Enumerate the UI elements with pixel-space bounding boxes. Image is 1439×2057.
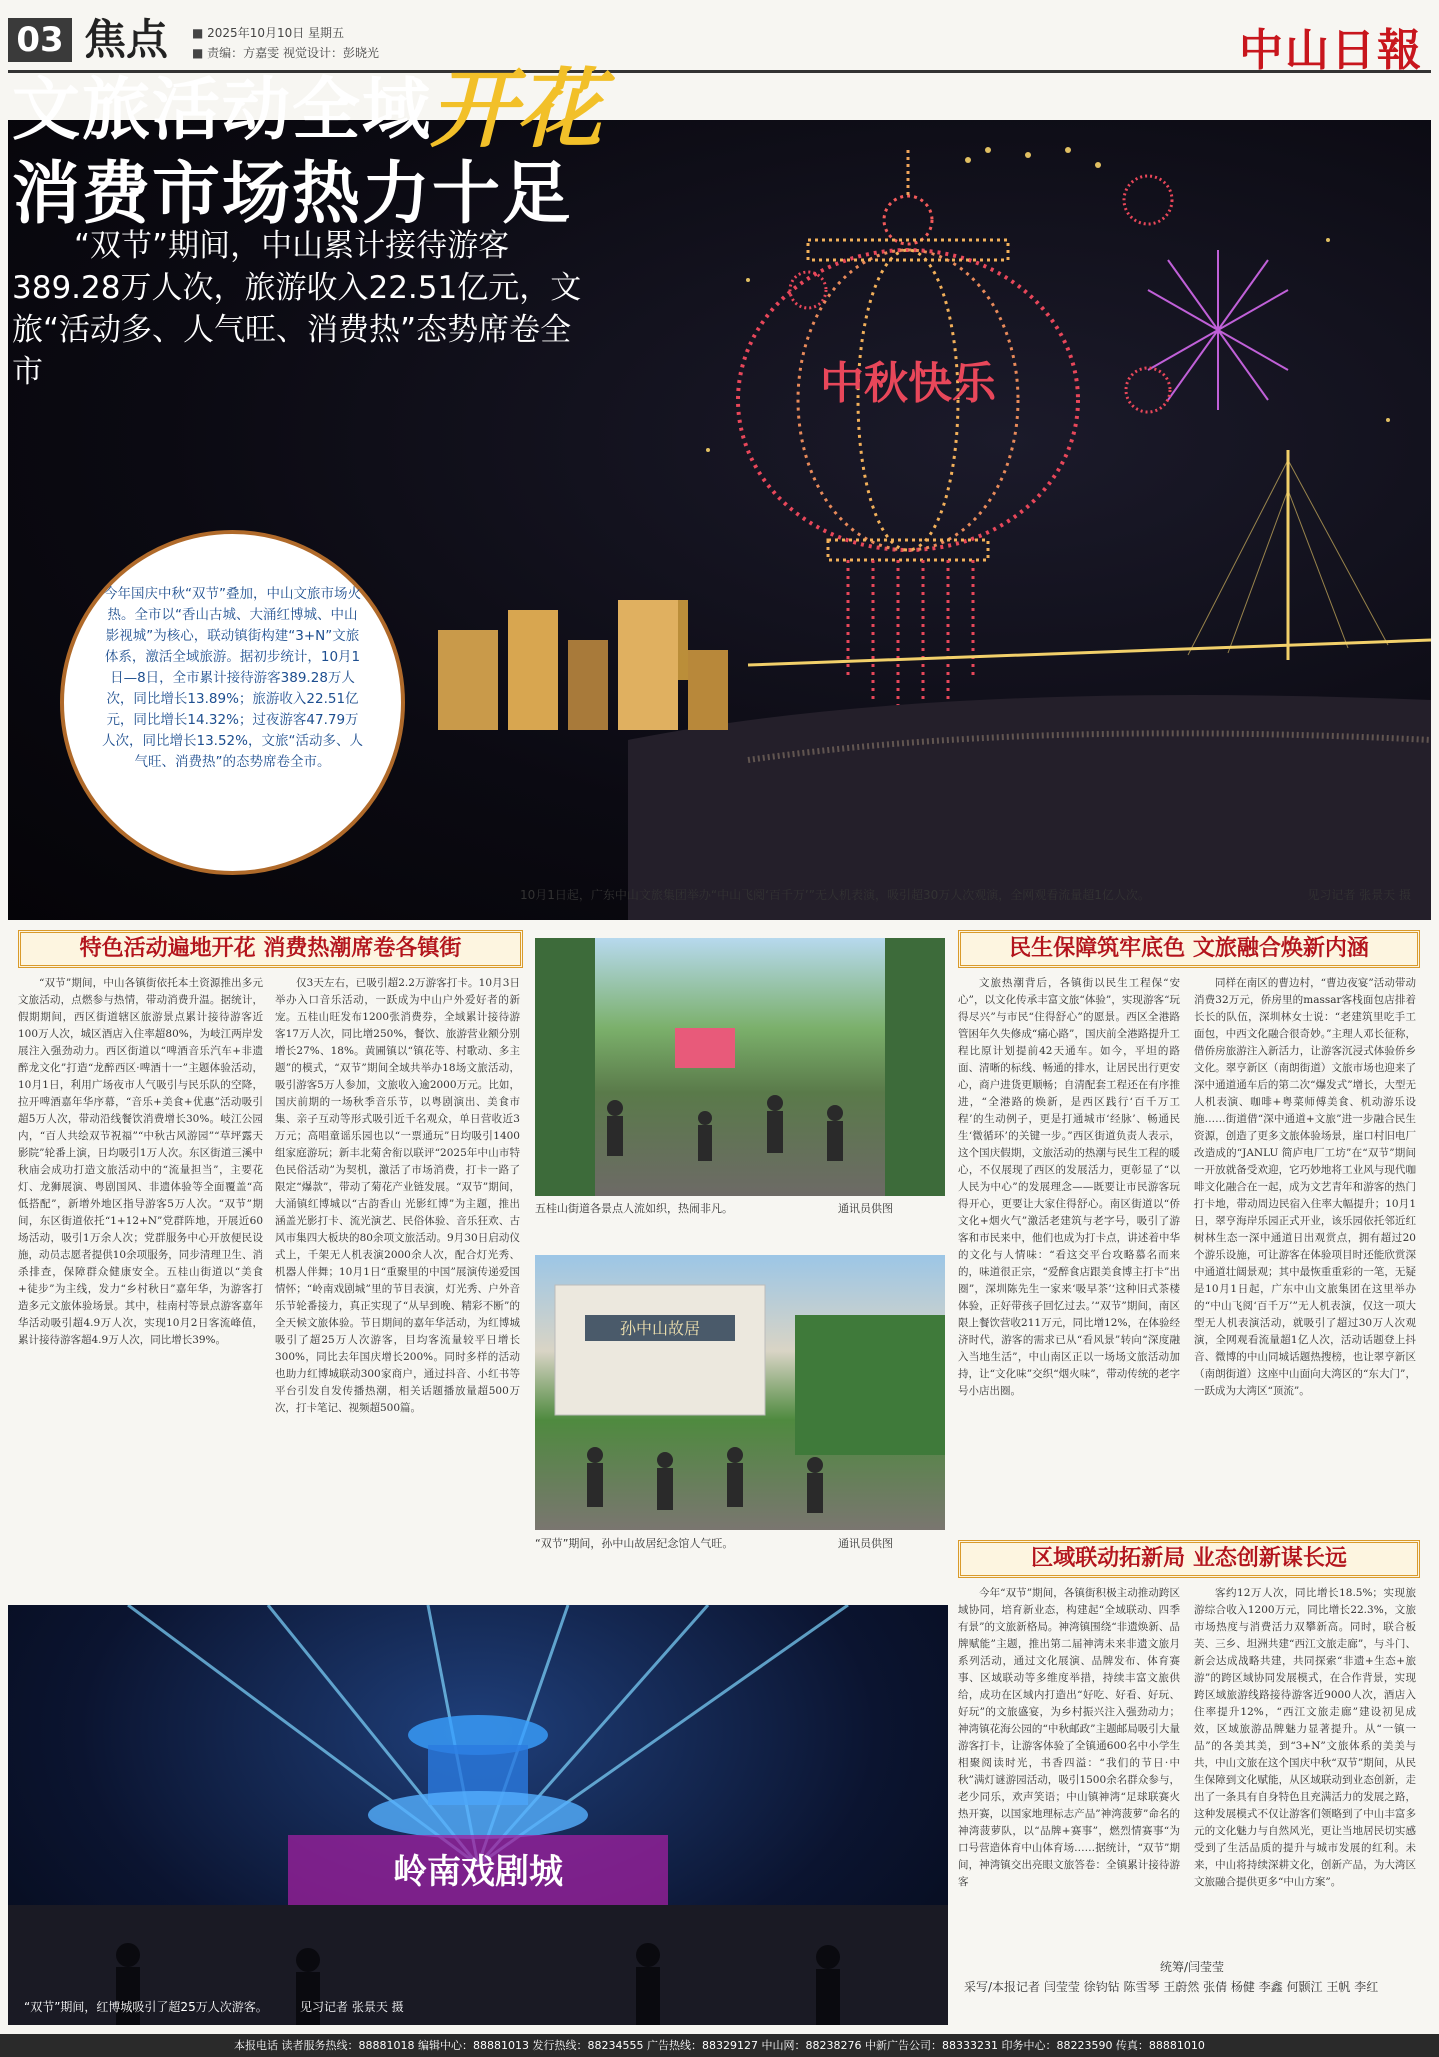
page-editors: ■ 责编：方嘉雯 视觉设计：彭晓光 bbox=[192, 46, 379, 60]
article-column: 客约12万人次，同比增长18.5%；实现旅游综合收入1200万元，同比增长22.3%，文旅市场热度与消费活力双攀新高。同时，联合板芙、三乡、坦洲共建“西江文旅走廊”，与斗门、新会达成战略共建，共同探索“非遗+生态+旅游”的跨区域协同发展模式，在合作背景，实现跨区域旅游线路接待游客近9000人次，酒店入住率提升12%，“西江文旅走廊”建设初见成效，区域旅游品牌魅力显著提升。从“一镇一品”的各美其美，到“3+N”文旅体系的美美与共，中山文旅在这个国庆中秋“双节”期间，从民生保障到文化赋能，从区域联动到业态创新，走出了一条具有自身特色且充满活力的发展之路，这种发展模式不仅让游客们领略到了中山丰富多元的文化魅力与自然风光，更让当地居民切实感受到了生活品质的提升与城市发展的红利。未来，中山将持续深耕文化，创新产品，为大湾区文旅融合提供更多“中山方案”。 bbox=[1194, 1587, 1416, 1888]
headline-lead: “双节”期间，中山累计接待游客389.28万人次，旅游收入22.51亿元，文旅“活动多、人气旺、消费热”态势席卷全市 bbox=[12, 228, 582, 390]
photo-credit: 见习记者 张景天 摄 bbox=[300, 2000, 404, 2014]
photo-caption: “双节”期间，孙中山故居纪念馆人气旺。 bbox=[535, 1537, 734, 1550]
masthead-logo: 中山日報 bbox=[1239, 25, 1423, 76]
drone-lantern-show bbox=[628, 120, 1431, 920]
article-coordinator: 统筹/闫莹莹 bbox=[1160, 1960, 1225, 1974]
photo-caption: 五桂山街道各景点人流如织，热闹非凡。 bbox=[535, 1202, 733, 1215]
city-skyline bbox=[428, 590, 788, 750]
article-column: 仅3天左右，已吸引超2.2万游客打卡。10月3日举办入口音乐活动，一跃成为中山户外爱好者的新宠。五桂山旺发布1200张消费券，全域累计接待游客17万人次，同比增250%，餐饮、旅游营业额分别增长27%、18%。黄圃镇以“镇花等、村歌动、多主题”的模式，“双节”期间全域共举办18场文旅活动，吸引游客5万人参加，文旅收入逾2000万元。比如，国庆前期的一场秋季音乐节，以粤剧演出、美食市集、亲子互动等形式吸引近千名观众，单日营收近3万元；高唱童谣乐园也以“一票通玩”日均吸引1400组家庭游玩；新丰北菊舍衔以联评“2025年中山市特色民俗活动”为契机，激活了市场消费，打卡一路了限定“爆款”，带动了菊花产业链发展。“双节”期间，大涌镇红博城以“古韵香山 光影红博”为主题，推出涵盖光影打卡、流光演艺、民俗体验、音乐狂欢、古风市集四大板块的80余项文旅活动。9月30日启动仪式上，千架无人机表演2000余人次，配合灯光秀、机器人伴舞；10月1日“重聚里的中国”展演传递爱国情怀；“岭南戏剧城”里的节目表演，灯光秀、户外音乐节轮番接力，真正实现了“从早到晚、精彩不断”的全天候文旅体验。节日期间的嘉年华活动，为红博城吸引了超25万人次游客，目均客流量较平日增长300%，同比去年国庆增长200%。同时多样的活动也助力红博城联动300家商户，通过抖音、小红书等平台引发自发传播热潮，相关话题播放量超500万次，打卡笔记、视频超500篇。 bbox=[275, 977, 520, 1414]
headline-accent: 开花 bbox=[430, 59, 602, 160]
photo-credit: 通讯员供图 bbox=[838, 1537, 893, 1550]
hero-photographer: 见习记者 张景天 摄 bbox=[1307, 888, 1411, 902]
photo-wuguishan-street bbox=[535, 938, 945, 1196]
section-heading-regional: 区域联动拓新局 业态创新谋长远 bbox=[958, 1540, 1420, 1578]
article-column: 同样在南区的曹边村，“曹边夜宴”活动带动消费32万元，侨房里的massar客栈面包店排着长长的队伍，深圳林女士说：“老建筑里吃手工面包，中西文化融合很奇妙。”主理人邓长征称，借侨房旅游注入新活力，让游客沉浸式体验侨乡文化。翠亨新区（南朗街道）文旅市场也迎来了深中通道通车后的第二次“爆发式”增长，大型无人机表演、咖啡+粤菜师傅美食、机动游乐设施……街道借“深中通道+文旅”进一步融合民生资源，创造了更多文旅体验场景，崖口村旧电厂改造成的“JANLU 简庐电厂工坊”在“双节”期间一开放就备受欢迎，它巧妙地将工业风与现代咖啡文化融合在一起，成为文艺青年和游客的热门打卡地，带动周边民宿入住率大幅提升；10月1日，翠亨海岸乐园正式开业，该乐园依托邻近红树林生态一深中通道日出观赏点，拥有超过20个游乐设施，可让游客在体验项目时还能欣赏深中通道壮阔景观；其中最恢重重彩的一笔，无疑是10月1日起，广东中山文旅集团在这里举办的“中山飞阅‘百千万’”无人机表演，仅这一项大型无人机表演活动，就吸引了超过30万人次观演，全网观看流量超1亿人次，活动话题登上抖音、微博的中山同城话题热搜榜，也让翠亨新区（南朗街道）这座中山面向大湾区的“东大门”，一跃成为大湾区“顶流”。 bbox=[1194, 977, 1416, 1397]
article-column: 文旅热潮背后，各镇街以民生工程保“安心”，以文化传承丰富文旅“体验”，实现游客“玩得尽兴”与市民“住得舒心”的愿景。西区全港路管困年久失修成“痛心路”，国庆前全港路提升工程比原计划提前42天通车。如今，平坦的路面、清晰的标线、畅通的排水，让居民出行更安心，商户进货更顺畅；自清配套工程还在有序推进，“全港路的焕新，是西区践行‘百千万工程’的生动例子，更是打通城市‘经脉’、畅通民生‘微循环’的关键一步。”西区街道负责人表示，这个国庆假期，文旅活动的热潮与民生工程的暖心，不仅展现了西区的发展活力，更彰显了“以人民为中心”的发展理念——既要让市民游客玩得开心，更要让大家住得舒心。南区街道以“侨文化+烟火气”激活老建筑与老字号，吸引了游客和市民来中，他们也成为打卡点，讲述着中华的文化与人情味：“看这交平台攻略慕名而来的，味道很正宗，“爱醉食店跟美食博主打卡”出圈”，深圳陈先生一家来‘吸早茶’‘这种旧式茶楼体验，正好带孩子回忆过去。’“双节”期间，南区限上餐饮营收211万元，同比增12%，在体验经济时代，游客的需求已从“看风景”转向“深度融入当地生活”，中山南区正以一场场文旅活动加持，让“文化味”交织“烟火味”，带动传统的老字号小店出圈。 bbox=[958, 977, 1180, 1397]
section-heading-livelihood: 民生保障筑牢底色 文旅融合焕新内涵 bbox=[958, 930, 1420, 968]
article-column: 今年“双节”期间，各镇街积极主动推动跨区域协同，培育新业态，构建起“全域联动、四季有景”的文旅新格局。神湾镇围绕“非遗焕新、品牌赋能”主题，推出第二届神湾未来非遗文旅月系列活动，通过文化展演、品牌发布、体育赛事、区域联动等多维度举措，持续丰富文旅供给，成功在区域内打造出“好吃、好看、好玩、好玩”的文旅盛宴，为乡村振兴注入强劲动力；神湾镇花海公园的“中秋邮政”主题邮局吸引大量游客打卡，让游客体验了全镇通600名中小学生相聚阅读时光，书香四溢：“我们的节日·中秋”满灯谜游园活动，吸引1500余名群众参与，老少同乐，欢声笑语；中山镇神湾“足球联赛火热开赛，以国家地理标志产品”神湾菠萝”命名的神湾菠萝队，以“品牌+赛事”，燃烈情赛事“为口号营造体育中山体育场……据统计，“双节”期间，神湾镇交出亮眼文旅答卷：全镇累计接待游客 bbox=[958, 1587, 1180, 1888]
hero-caption: 10月1日起，广东中山文旅集团举办“中山飞阅‘百千万’”无人机表演，吸引超30万人次观演，全网观看流量超1亿人次。 bbox=[520, 888, 1150, 902]
headline-line-2: 消费市场热力十足 bbox=[12, 154, 573, 234]
footer-contacts: 本报电话 读者服务热线：88881018 编辑中心：88881013 发行热线：88234555 广告热线：88329127 中山网：88238276 中新广告公司：88333231 印务中心：88223590 传真：88881010 bbox=[0, 2034, 1439, 2057]
street-scene bbox=[535, 938, 945, 1196]
section-heading-activities: 特色活动遍地开花 消费热潮席卷各镇街 bbox=[18, 930, 523, 968]
photo-caption: “双节”期间，红博城吸引了超25万人次游客。 bbox=[24, 2000, 268, 2014]
photo-hongbo-city bbox=[8, 1605, 948, 2025]
page-number: 03 bbox=[8, 18, 72, 62]
opera-city-night-scene bbox=[8, 1605, 948, 2025]
headline-line-1: 文旅活动全域 bbox=[12, 70, 433, 150]
lantern-text: 中秋快乐 bbox=[820, 358, 996, 409]
photo-credit: 通讯员供图 bbox=[838, 1202, 893, 1215]
photo-sun-yatsen-residence bbox=[535, 1255, 945, 1530]
section-title: 焦点 bbox=[84, 15, 169, 64]
issue-date: ■ 2025年10月10日 星期五 bbox=[192, 26, 345, 40]
article-reporters: 采写/本报记者 闫莹莹 徐钧钻 陈雪琴 王蔚然 张倩 杨健 李鑫 何颢江 王帆 李红 bbox=[964, 1980, 1379, 1994]
gate-plaque: 孙中山故居 bbox=[619, 1319, 701, 1338]
memorial-gate-scene bbox=[535, 1255, 945, 1530]
opera-city-sign: 岭南戏剧城 bbox=[393, 1852, 563, 1892]
article-column: “双节”期间，中山各镇街依托本土资源推出多元文旅活动，点燃参与热情，带动消费升温。据统计，假期期间，西区街道辖区旅游景点累计接待游客近100万人次，城区酒店入住率超80%，为岐江两岸发展注入强劲动力。西区街道以“啤酒音乐汽车+非遗醉龙文化”打造“龙醉西区·啤酒十一”主题体验活动，10月1日，利用广场夜市人气吸引与民乐队的空降，拉开啤酒嘉年华序幕，“音乐+美食+优惠”活动吸引超5万人次，带动沿线餐饮消费增长30%。岐江公园内，“百人共绘双节祝福”“中秋古风游园”“草坪露天影院”轮番上演，日均吸引1万人次。东区街道三溪中秋庙会成功打造文旅活动中的“流量担当”，主要花灯、龙狮展演、粤剧国风、非遗体验等全面覆盖“高低搭配”，新增外地区指导游客5万人次。“双节”期间，东区街道依托“1+12+N”党群阵地，开展近60场活动，吸引1万余人次；党群服务中心开放便民设施，动员志愿者提供10余项服务，同步清理卫生、消杀排查，保障群众健康安全。五桂山街道以“美食+徒步”为主线，发力“乡村秋日”嘉年华，为游客打造多元文旅体验场景。其中，桂南村等景点游客嘉年华活动吸引超4.9万人次，实现10月2日客流峰值，累计接待游客超4.9万人次，同比增长39%。 bbox=[18, 977, 263, 1346]
summary-circle: 今年国庆中秋“双节”叠加，中山文旅市场火热。全市以“香山古城、大涌红博城、中山影视城”为核心，联动镇街构建“3+N”文旅体系，激活全域旅游。据初步统计，10月1日—8日，全市累计接待游客389.28万人次，同比增长13.89%；旅游收入22.51亿元，同比增长14.32%；过夜游客47.79万人次，同比增长13.52%，文旅“活动多、人气旺、消费热”的态势席卷全市。 bbox=[60, 530, 405, 875]
